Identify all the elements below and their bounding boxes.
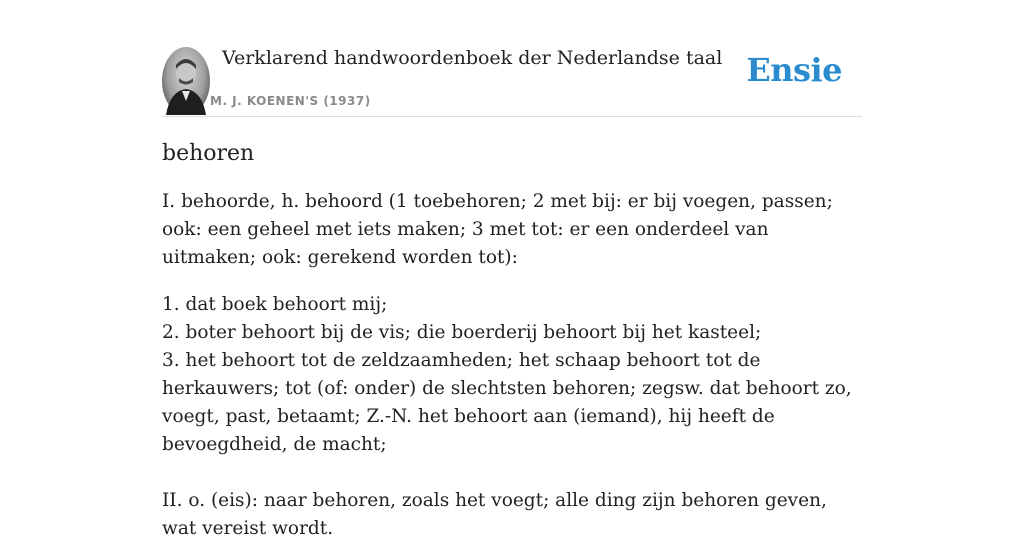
dictionary-subtitle: M. J. KOENEN'S (1937) [210,94,371,108]
entry-content [162,138,862,543]
entry-part-two: II. o. (eis): naar behoren, zoals het voegt; alle ding zijn behoren geven, wat vereist wordt. [162,490,827,539]
ensie-logo-link[interactable]: Ensie [746,51,842,89]
example-item: 1. dat boek behoort mij; [162,294,388,315]
example-item: 2. boter behoort bij de vis; die boerderij behoort bij het kasteel; [162,322,762,343]
entry-headword: behoren [162,141,255,166]
author-portrait-icon [162,47,210,115]
dictionary-header [162,0,862,117]
entry-definition: I. behoorde, h. behoord (1 toebehoren; 2 met bij: er bij voegen, passen; ook: een geheel met iets maken; 3 met tot: er een onderdeel van uitmaken; ook: gerekend worden tot): [162,191,833,268]
example-item: 3. het behoort tot de zeldzaamheden; het schaap behoort tot de herkauwers; tot (of: onder) de slechtsten behoren; zegsw. dat behoort zo, voegt, past, betaamt; Z.-N. het behoort aan (iemand), hij heeft de bevoegdheid, de macht; [162,350,852,455]
dictionary-title[interactable]: Verklarend handwoordenboek der Nederlandse taal [222,47,723,69]
entry-examples [162,291,862,459]
